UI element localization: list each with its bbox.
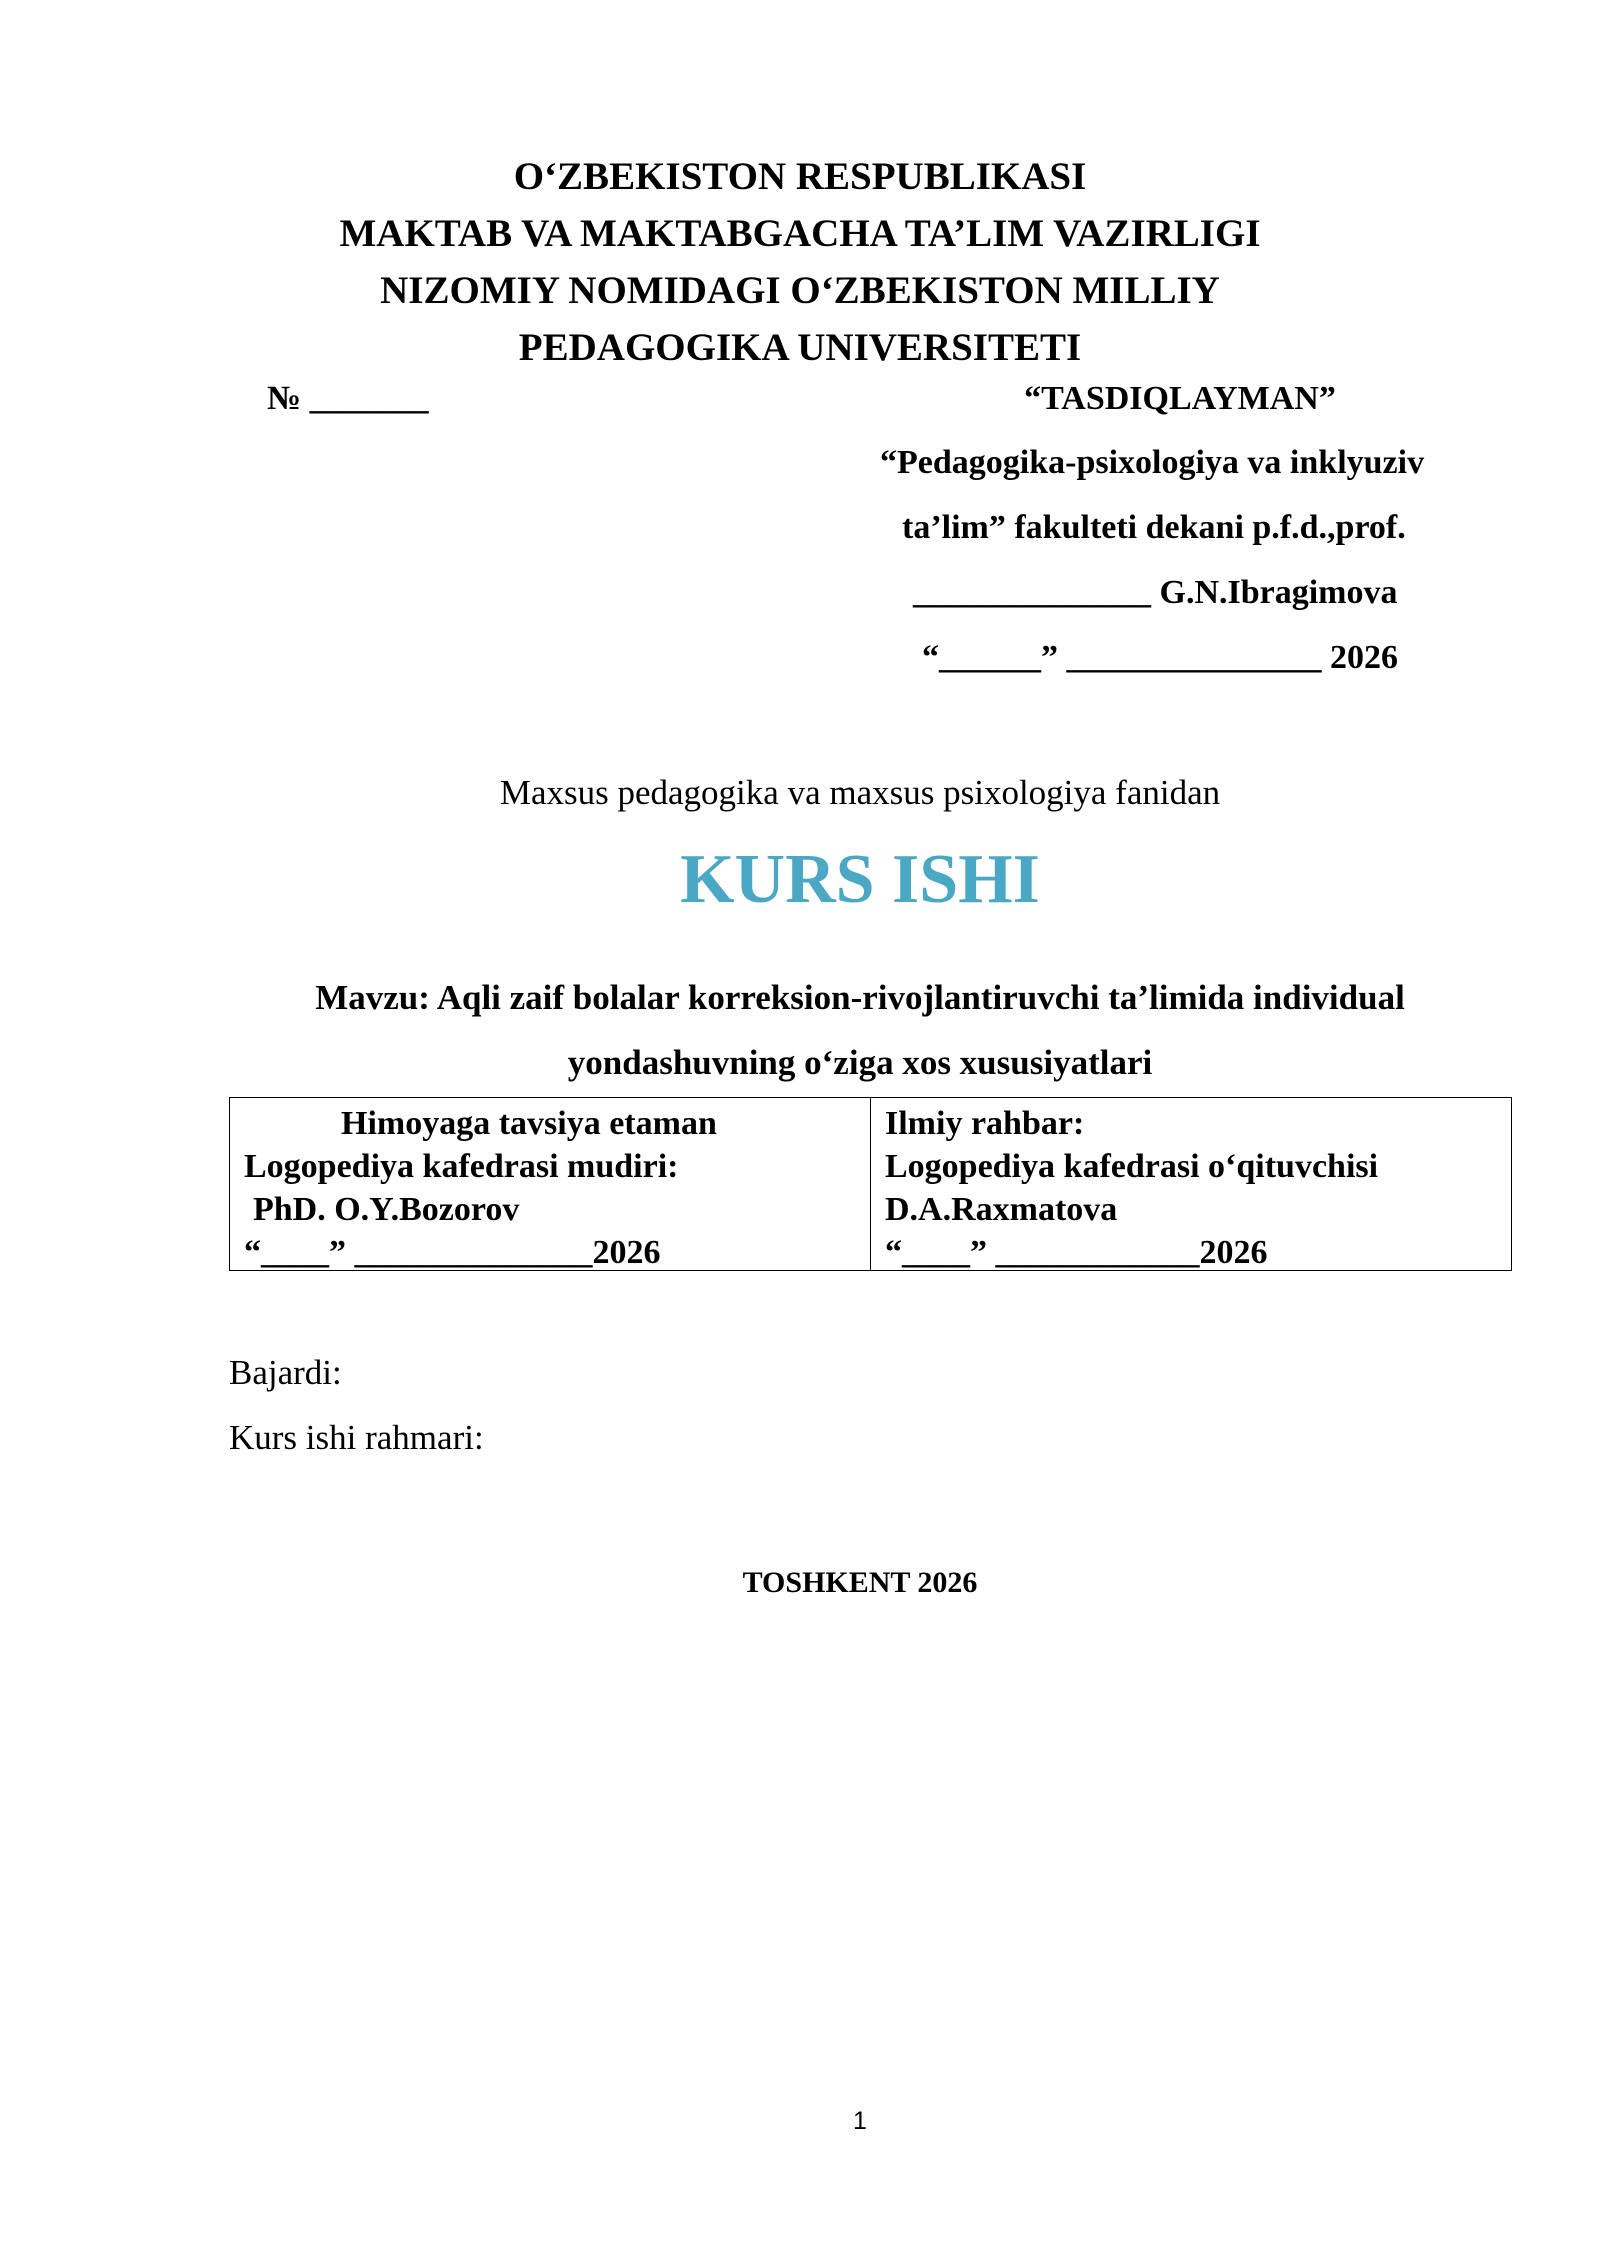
topic-line: yondashuvning o‘ziga xos xususiyatlari — [567, 1043, 1153, 1082]
header-line: PEDAGOGIKA UNIVERSITETI — [518, 326, 1082, 369]
page-number: 1 — [853, 2107, 867, 2135]
cell-date-line: “____” ____________2026 — [885, 1234, 1268, 1271]
approval-line: ta’lim” fakulteti dekani p.f.d.,prof. — [902, 509, 1406, 546]
topic-block — [0, 965, 1600, 1095]
header-line: NIZOMIY NOMIDAGI O‘ZBEKISTON MILLIY — [380, 269, 1220, 312]
signature-table — [229, 1097, 1512, 1271]
done-by-label: Bajardi: — [229, 1353, 342, 1392]
cell-name: PhD. O.Y.Bozorov — [253, 1191, 520, 1228]
header-line: MAKTAB VA MAKTABGACHA TA’LIM VAZIRLIGI — [339, 212, 1261, 255]
cell-heading: Ilmiy rahbar: — [885, 1105, 1085, 1142]
cell-date-line: “____” ______________2026 — [244, 1234, 661, 1271]
performer-block — [229, 1340, 484, 1470]
supervisor-label: Kurs ishi rahmari: — [229, 1418, 484, 1457]
cell-line: Logopediya kafedrasi o‘qituvchisi — [885, 1148, 1379, 1185]
document-number-field: № _______ — [267, 380, 429, 417]
city-year: TOSHKENT 2026 — [742, 1566, 978, 1599]
approval-signature-line: ______________ G.N.Ibragimova — [913, 574, 1398, 611]
topic-line: Mavzu: Aqli zaif bolalar korreksion-rivojlantiruvchi ta’limida individual — [315, 978, 1405, 1017]
defense-recommendation-cell — [230, 1098, 871, 1270]
approval-line: “Pedagogika-psixologiya va inklyuziv — [880, 444, 1425, 481]
cell-heading: Himoyaga tavsiya etaman — [341, 1105, 717, 1142]
document-title: KURS ISHI — [680, 841, 1040, 918]
cell-line: Logopediya kafedrasi mudiri: — [244, 1148, 679, 1185]
institution-header — [0, 148, 1600, 376]
cell-name: D.A.Raxmatova — [885, 1191, 1118, 1228]
approval-title: “TASDIQLAYMAN” — [1024, 380, 1336, 417]
subject-line: Maxsus pedagogika va maxsus psixologiya fanidan — [499, 773, 1221, 812]
header-line: O‘ZBEKISTON RESPUBLIKASI — [513, 155, 1087, 198]
approval-date-line: “______” _______________ 2026 — [922, 639, 1398, 676]
supervisor-cell — [871, 1098, 1511, 1270]
